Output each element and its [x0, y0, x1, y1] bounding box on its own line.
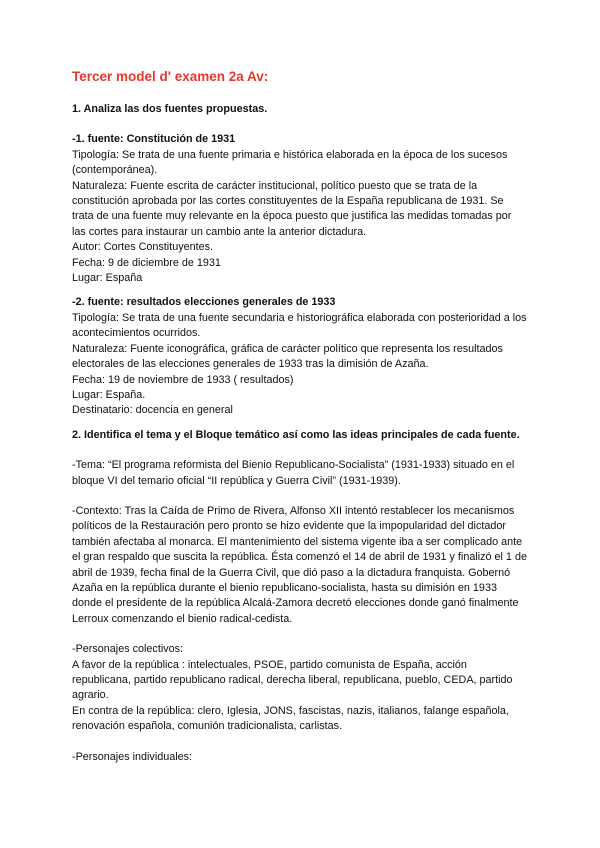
source-2-destinatario: Destinatario: docencia en general [72, 404, 233, 417]
colectivos-contra: En contra de la república: clero, Iglesia, JONS, fascistas, nazis, italianos, falange española, renovación española, comunión tradicionalista, carlistas. [72, 704, 509, 733]
colectivos-favor: A favor de la república : intelectuales, PSOE, partido comunista de España, acción republicana, partido republicano radical, derecha liberal, republicana, pueblo, CEDA, partido agrario. [72, 658, 513, 702]
question-1-heading: 1. Analiza las dos fuentes propuestas. [72, 103, 268, 115]
source-1-heading: -1. fuente: Constitución de 1931 [72, 133, 236, 146]
tema-paragraph: -Tema: “El programa reformista del Bienio Republicano-Socialista” (1931-1933) situado en el bloque VI del temario oficial “II república y Guerra Civil” (1931-1939). [72, 459, 515, 487]
document-title: Tercer model d' examen 2a Av: [72, 69, 269, 84]
source-1-lugar: Lugar: España [72, 272, 143, 285]
source-1-tipologia: Tipología: Se trata de una fuente primaria e histórica elaborada en la época de los sucesos (contemporánea). [72, 148, 508, 177]
source-2-lugar: Lugar: España. [72, 388, 146, 401]
source-2-fecha: Fecha: 19 de noviembre de 1933 ( resultados) [72, 373, 294, 386]
question-2-heading: 2. Identifica el tema y el Bloque temático así como las ideas principales de cada fuente. [72, 428, 520, 441]
individuales-heading: -Personajes individuales: [72, 750, 193, 763]
source-1-fecha: Fecha: 9 de diciembre de 1931 [72, 256, 221, 269]
source-2-tipologia: Tipología: Se trata de una fuente secundaria e historiográfica elaborada con posterioridad a los acontecimientos ocurridos. [72, 311, 527, 340]
contexto-paragraph: -Contexto: Tras la Caída de Primo de Rivera, Alfonso XII intentó restablecer los mecanismos políticos de la Restauración pero pronto se hizo evidente que la impopularidad del dictador también afectaba al monarca. El mantenimiento del sistema vigente iba a ser complicado ante el gran respaldo que suscita la república. Ésta comenzó el 14 de abril de 1931 y finalizó el 1 de abril de 1939, fecha final de la Guerra Civil, que dió paso a la dictadura franquista. Gobernó Azaña en la república durante el bienio republicano-socialista, hasta su dimisión en 1933 donde el presidente de la república Alcalá-Zamora decretó elecciones donde ganó finalmente Lerroux comenzando el bienio radical-cedista. [72, 504, 527, 625]
source-1-naturaleza: Naturaleza: Fuente escrita de carácter institucional, político puesto que se trata de la constitución aprobada por las cortes constituyentes de la España republicana de 1931. Se trata de una fuente muy relevante en la época puesto que justifica las medidas tomadas por las cortes para instaurar un cambio ante la anterior dictadura. [72, 179, 512, 238]
source-2-naturaleza: Naturaleza: Fuente iconográfica, gráfica de carácter político que representa los resultados electorales de las elecciones generales de 1933 tras la dimisión de Azaña. [72, 342, 503, 371]
source-1-autor: Autor: Cortes Constituyentes. [72, 241, 214, 254]
source-2-heading: -2. fuente: resultados elecciones generales de 1933 [72, 296, 336, 309]
colectivos-heading: -Personajes colectivos: [72, 643, 184, 656]
